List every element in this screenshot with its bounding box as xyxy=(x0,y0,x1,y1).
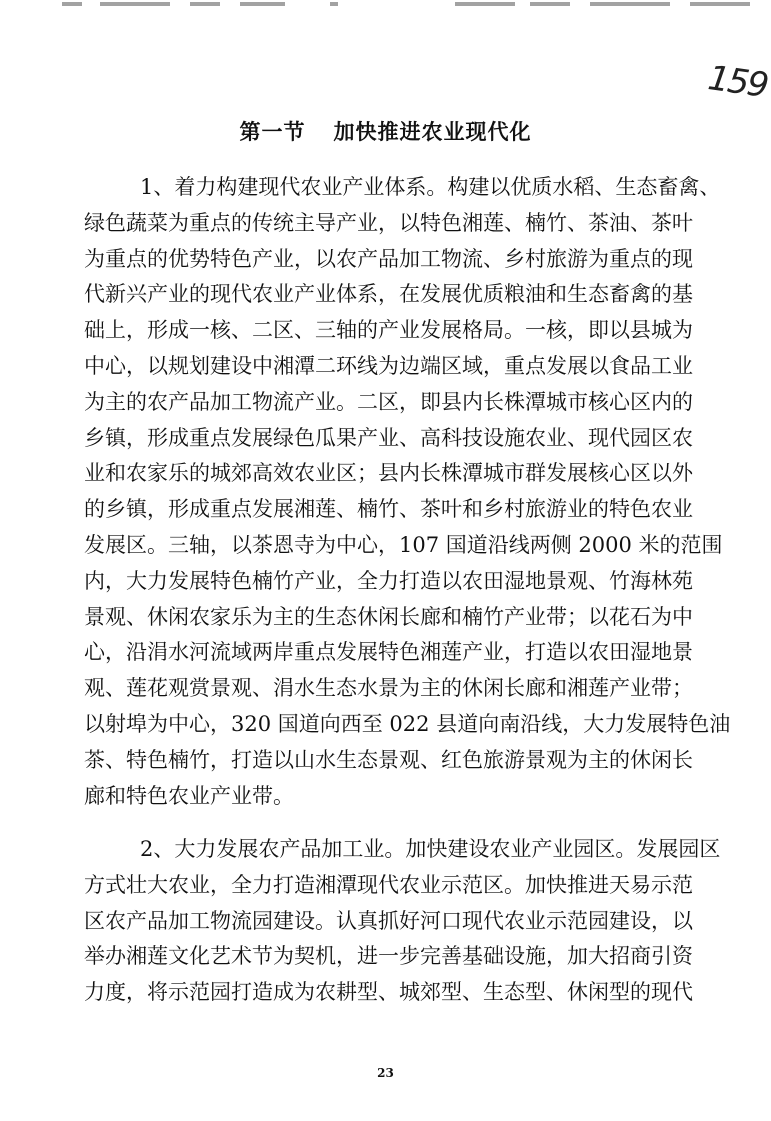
text-line: 发展区。三轴，以茶恩寺为中心，107 国道沿线两侧 2000 米的范围 xyxy=(84,532,723,557)
text-line: 举办湘莲文化艺术节为契机，进一步完善基础设施，加大招商引资 xyxy=(84,944,693,969)
text-line: 为主的农产品加工物流产业。二区，即县内长株潭城市核心区内的 xyxy=(84,389,693,414)
section-heading: 加快推进农业现代化 xyxy=(333,119,532,144)
text-line: 以射埠为中心，320 国道向西至 022 县道向南沿线，大力发展特色油 xyxy=(84,711,731,736)
text-line: 力度，将示范园打造成为农耕型、城郊型、生态型、休闲型的现代 xyxy=(84,980,693,1005)
text-line: 方式壮大农业，全力打造湘潭现代农业示范区。加快推进天易示范 xyxy=(84,872,693,897)
text-line: 为重点的优势特色产业，以农产品加工物流、乡村旅游为重点的现 xyxy=(84,246,693,271)
text-line: 业和农家乐的城郊高效农业区；县内长株潭城市群发展核心区以外 xyxy=(84,461,693,486)
text-line: 绿色蔬菜为重点的传统主导产业，以特色湘莲、楠竹、茶油、茶叶 xyxy=(84,210,693,235)
text-line: 区农产品加工物流园建设。认真抓好河口现代农业示范园建设，以 xyxy=(84,908,693,933)
text-line: 2、大力发展农产品加工业。加快建设农业产业园区。发展园区 xyxy=(140,837,721,861)
page-number: 23 xyxy=(377,1066,394,1080)
text-line: 的乡镇，形成重点发展湘莲、楠竹、茶叶和乡村旅游业的特色农业 xyxy=(84,497,693,522)
text-line: 廊和特色农业产业带。 xyxy=(84,783,294,808)
text-line: 内，大力发展特色楠竹产业，全力打造以农田湿地景观、竹海林苑 xyxy=(84,568,693,593)
paragraph-2 xyxy=(84,832,721,1011)
section-title xyxy=(0,116,771,146)
text-line: 观、莲花观赏景观、涓水生态水景为主的休闲长廊和湘莲产业带； xyxy=(84,676,693,701)
text-line: 1、着力构建现代农业产业体系。构建以优质水稻、生态畜禽、 xyxy=(140,175,721,199)
text-line: 础上，形成一核、二区、三轴的产业发展格局。一核，即以县城为 xyxy=(84,318,693,343)
text-line: 心，沿涓水河流域两岸重点发展特色湘莲产业，打造以农田湿地景 xyxy=(84,640,693,665)
scan-artifact-strip xyxy=(0,0,771,10)
text-line: 乡镇，形成重点发展绿色瓜果产业、高科技设施农业、现代园区农 xyxy=(84,425,693,450)
section-number: 第一节 xyxy=(239,119,306,144)
text-line: 代新兴产业的现代农业产业体系，在发展优质粮油和生态畜禽的基 xyxy=(84,282,693,307)
handwritten-page-mark: 159 xyxy=(705,58,770,106)
text-line: 中心，以规划建设中湘潭二环线为边端区域，重点发展以食品工业 xyxy=(84,353,693,378)
text-line: 茶、特色楠竹，打造以山水生态景观、红色旅游景观为主的休闲长 xyxy=(84,747,693,772)
text-line: 景观、休闲农家乐为主的生态休闲长廊和楠竹产业带；以花石为中 xyxy=(84,604,693,629)
paragraph-1 xyxy=(84,170,731,814)
